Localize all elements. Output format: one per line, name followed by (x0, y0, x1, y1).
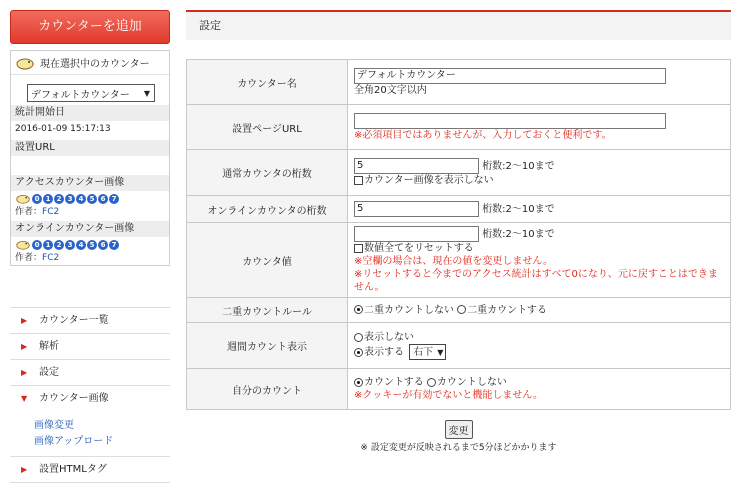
online-digits-cell (348, 196, 731, 223)
install-url-value (11, 156, 169, 173)
nav-settings-label: 設定 (39, 366, 59, 378)
digit-1: 1 (43, 194, 53, 204)
row-online-digits (187, 196, 731, 223)
row-double-count (187, 298, 731, 323)
online-digits-range: 桁数:2～10まで (482, 204, 555, 215)
start-date-value: 2016-01-09 15:17:13 (15, 124, 111, 134)
weekly-display-label: 週間カウント表示 (187, 323, 348, 369)
access-counter-preview (11, 191, 169, 206)
online-image-author (11, 252, 169, 265)
hide-image-checkbox[interactable] (354, 176, 363, 185)
count-value-input[interactable] (354, 226, 479, 242)
self-count-on-label: カウントする (364, 377, 424, 388)
row-counter-name (187, 60, 731, 105)
nav-analysis-label: 解析 (39, 340, 59, 352)
digit-4: 4 (76, 240, 86, 250)
row-page-url (187, 105, 731, 150)
no-double-label: 二重カウントしない (364, 304, 454, 316)
nav-analysis[interactable] (10, 334, 170, 360)
digit-6: 6 (98, 194, 108, 204)
reset-all-label: 数値全てをリセットする (364, 243, 474, 254)
access-image-author (11, 206, 169, 219)
access-image-label: アクセスカウンター画像 (11, 175, 169, 191)
count-value-range: 桁数:2～10まで (482, 229, 555, 240)
digit-4: 4 (76, 194, 86, 204)
nav-counter-image-label: カウンター画像 (39, 393, 109, 404)
author-label: 作者： (15, 253, 43, 263)
current-counter-heading (11, 51, 169, 75)
weekly-hide-label: 表示しない (364, 332, 414, 343)
cookie-note: ※クッキーが有効でないと機能しません。 (354, 390, 543, 401)
row-count-value (187, 223, 731, 298)
add-counter-button[interactable]: カウンターを追加 (10, 10, 170, 44)
bird-icon (15, 56, 35, 70)
online-counter-preview (11, 237, 169, 252)
author-label: 作者： (15, 207, 43, 217)
digit-2: 2 (54, 194, 64, 204)
weekly-show-label: 表示する (364, 347, 404, 358)
nav-settings[interactable] (10, 360, 170, 386)
sidebar (10, 10, 170, 266)
digit-0: 0 (32, 240, 42, 250)
hide-image-label: カウンター画像を表示しない (364, 175, 494, 186)
digit-7: 7 (109, 194, 119, 204)
double-count-cell (348, 298, 731, 323)
page-title: 設定 (186, 10, 731, 40)
page-url-label: 設置ページURL (187, 105, 348, 150)
submit-area (186, 420, 731, 453)
digit-5: 5 (87, 194, 97, 204)
nav-counter-image[interactable] (10, 386, 170, 412)
nav-image-upload[interactable]: 画像アップロード (34, 436, 114, 447)
nav-counter-list[interactable] (10, 308, 170, 334)
nav-image-change[interactable]: 画像変更 (34, 420, 74, 431)
digits-label: 通常カウンタの桁数 (187, 150, 348, 196)
count-value-note-1: ※空欄の場合は、現在の値を変更しません。 (354, 256, 553, 267)
bird-icon (15, 239, 31, 250)
weekly-show-radio[interactable] (354, 348, 363, 357)
counter-select[interactable] (27, 84, 155, 102)
double-radio[interactable] (457, 305, 466, 314)
triangle-right-icon: ▶ (21, 315, 28, 325)
current-counter-panel (10, 50, 170, 266)
page-url-input[interactable] (354, 113, 666, 129)
digits-range: 桁数:2～10まで (482, 161, 555, 172)
count-value-cell (348, 223, 731, 298)
count-value-label: カウンタ値 (187, 223, 348, 298)
weekly-hide-radio[interactable] (354, 333, 363, 342)
settings-table (186, 59, 731, 410)
page-url-cell (348, 105, 731, 150)
counter-name-cell (348, 60, 731, 105)
digits-cell (348, 150, 731, 196)
count-value-note-2: ※リセットすると今までのアクセス統計はすべて0になり、元に戻すことはできません。 (354, 269, 718, 293)
counter-name-note: 全角20文字以内 (354, 84, 427, 96)
current-counter-heading-text: 現在選択中のカウンター (40, 59, 150, 70)
submit-note: ※ 設定変更が反映されるまで5分ほどかかります (360, 443, 557, 453)
self-nocount-radio[interactable] (427, 378, 436, 387)
digit-6: 6 (98, 240, 108, 250)
nav-counter-image-submenu (10, 412, 170, 457)
nav-html-tag[interactable] (10, 457, 170, 483)
self-count-label: 自分のカウント (187, 369, 348, 410)
position-select-value: 右下 (413, 346, 434, 358)
digit-1: 1 (43, 240, 53, 250)
counter-select-value: デフォルトカウンター (31, 89, 130, 101)
author-link[interactable]: FC2 (42, 207, 60, 217)
triangle-right-icon: ▶ (21, 341, 28, 351)
digit-3: 3 (65, 240, 75, 250)
no-double-radio[interactable] (354, 305, 363, 314)
author-link[interactable]: FC2 (42, 253, 60, 263)
double-label: 二重カウントする (467, 304, 547, 316)
self-count-cell (348, 369, 731, 410)
online-digits-label: オンラインカウンタの桁数 (187, 196, 348, 223)
triangle-right-icon: ▶ (21, 367, 28, 377)
digit-2: 2 (54, 240, 64, 250)
online-image-label: オンラインカウンター画像 (11, 221, 169, 237)
start-date-label: 統計開始日 (11, 105, 169, 121)
bird-icon (15, 193, 31, 204)
digits-input[interactable]: 5 (354, 158, 479, 174)
self-count-radio[interactable] (354, 378, 363, 387)
weekly-display-cell (348, 323, 731, 369)
online-digits-input[interactable]: 5 (354, 201, 479, 217)
triangle-down-icon: ▼ (21, 394, 28, 403)
digit-5: 5 (87, 240, 97, 250)
digit-0: 0 (32, 194, 42, 204)
digit-3: 3 (65, 194, 75, 204)
row-weekly-display (187, 323, 731, 369)
nav-counter-list-label: カウンター一覧 (39, 314, 109, 326)
triangle-right-icon: ▶ (21, 464, 28, 474)
position-select[interactable] (409, 344, 446, 360)
counter-name-label: カウンター名 (187, 60, 348, 105)
self-count-off-label: カウントしない (436, 377, 507, 388)
submit-button[interactable]: 変更 (445, 420, 473, 439)
double-count-label: 二重カウントルール (187, 298, 348, 323)
main-content (186, 10, 731, 453)
row-digits (187, 150, 731, 196)
install-url-label: 設置URL (11, 140, 169, 156)
page-url-note: ※必須項目ではありませんが、入力しておくと便利です。 (354, 129, 612, 141)
row-self-count (187, 369, 731, 410)
chevron-down-icon: ▼ (437, 347, 444, 357)
counter-name-input[interactable]: デフォルトカウンター (354, 68, 666, 84)
nav-html-tag-label: 設置HTMLタグ (39, 463, 107, 475)
chevron-down-icon: ▼ (143, 88, 150, 98)
digit-7: 7 (109, 240, 119, 250)
sidebar-nav (10, 307, 170, 483)
reset-all-checkbox[interactable] (354, 244, 363, 253)
